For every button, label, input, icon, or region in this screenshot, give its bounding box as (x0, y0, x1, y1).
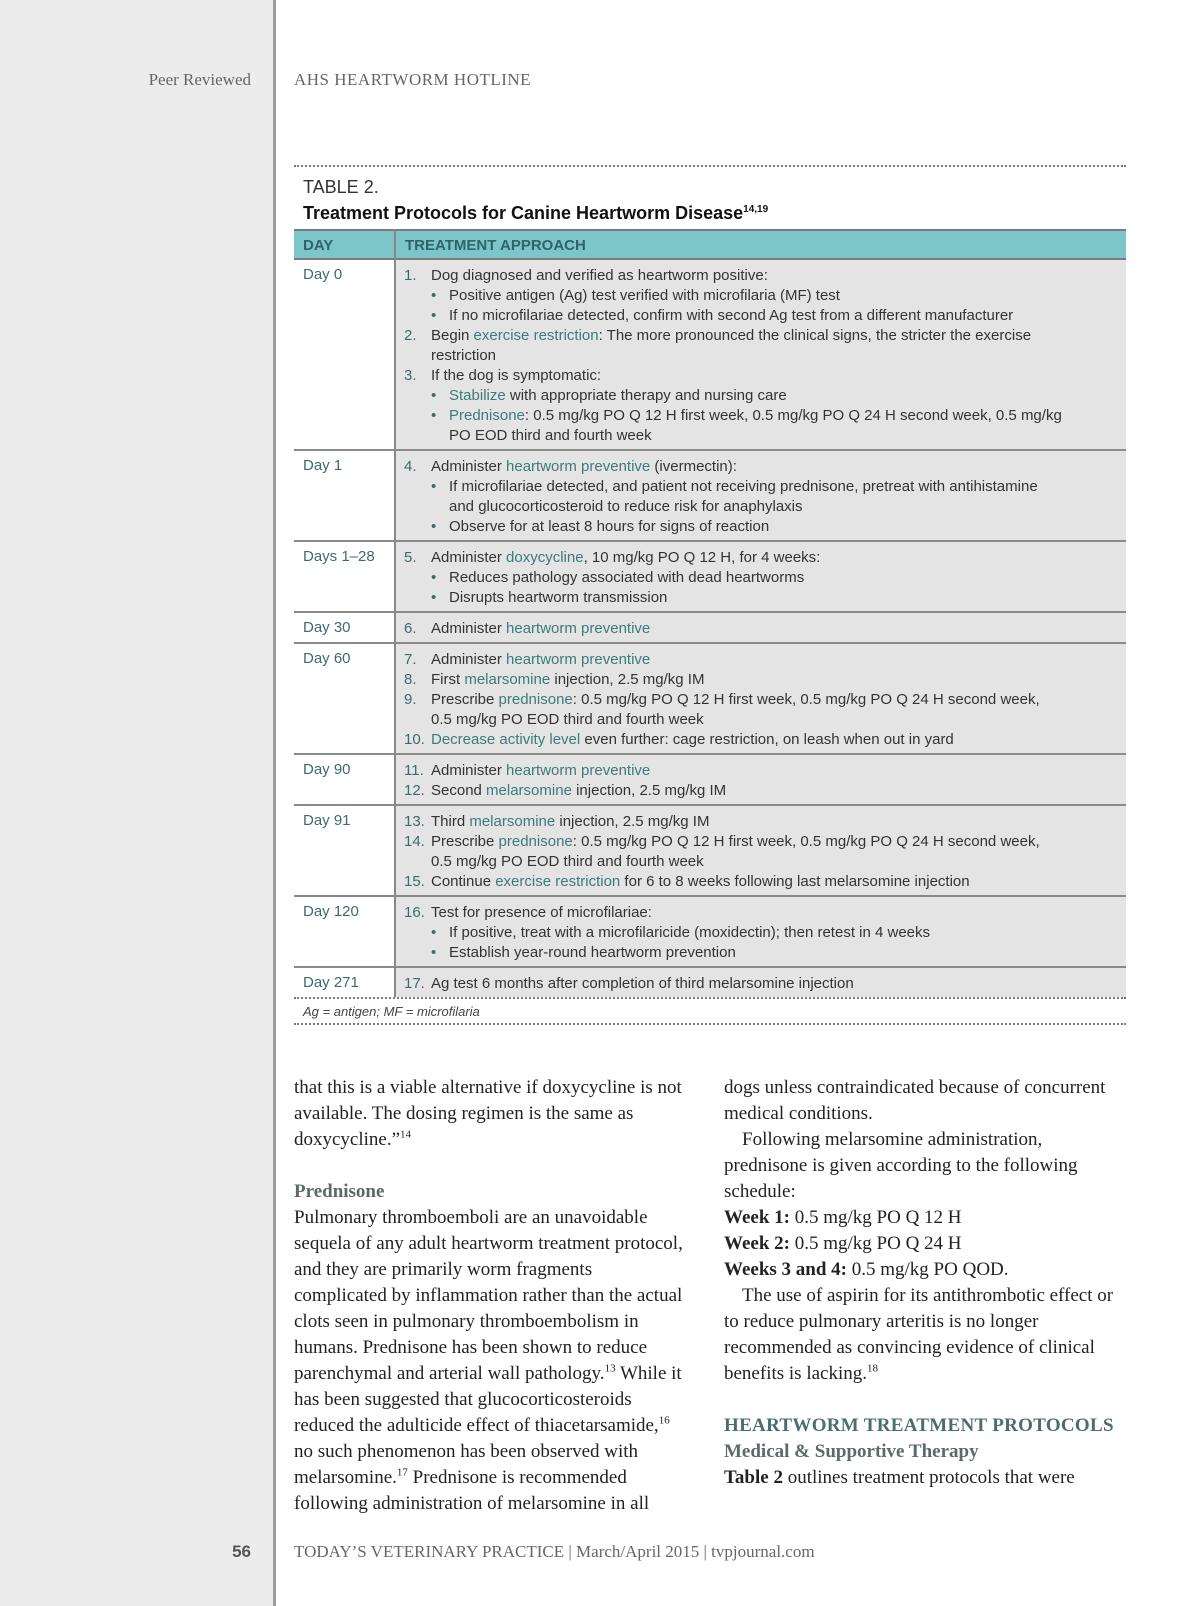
approach-cell: 7. Administer heartworm preventive 8. First melarsomine injection, 2.5 mg/kg IM 9. Prescribe prednisone: 0.5 mg/kg PO Q 12 H first week, 0.5 mg/kg PO Q 24 H second week, 0.5 mg/kg PO EOD third and fourth week 10. Decrease activity level even further: cage restriction, on leash when out in yard (395, 643, 1126, 754)
bullet-icon: • (431, 569, 437, 586)
paragraph: Following melarsomine administration, prednisone is given according to the following schedule: (724, 1129, 1078, 1202)
bullet-icon: • (431, 924, 437, 941)
schedule-line: Weeks 3 and 4: 0.5 mg/kg PO QOD. (724, 1259, 1009, 1280)
schedule-line: Week 1: 0.5 mg/kg PO Q 12 H (724, 1207, 962, 1228)
table-row (294, 643, 1126, 754)
day-cell: Day 60 (294, 643, 395, 754)
table-number: TABLE 2. (303, 177, 379, 197)
peer-reviewed-label: Peer Reviewed (148, 70, 251, 89)
bullet-icon: • (431, 407, 437, 424)
bullet-icon: • (431, 589, 437, 606)
day-cell: Day 0 (294, 259, 395, 450)
paragraph: Pulmonary thromboemboli are an unavoidable sequela of any adult heartworm treatment protocol, and they are primarily worm fragments complicated by inflammation rather than the actual clots seen in pulmonary thromboembolism in humans. Prednisone has been shown to reduce parenchymal and arterial wall pathology.$^{13}$ While it has been suggested that glucocorticosteroids reduced the adulticide effect of thiacetarsamide,$^{16}$ no such phenomenon has been observed with melarsomine.$^{17}$ Prednisone is recommended following administration of melarsomine in all (294, 1207, 683, 1514)
treatment-table (294, 229, 1126, 997)
reference: 13 (604, 1362, 616, 1375)
subheading-prednisone: Prednisone (294, 1181, 385, 1202)
table-row (294, 805, 1126, 896)
page-number: 56 (232, 1542, 251, 1561)
body-column-right (724, 1075, 1126, 1491)
approach-cell: 4. Administer heartworm preventive (ivermectin): • If microfilariae detected, and patient not receiving prednisone, pretreat with antihistamine and glucocorticosteroid to reduce risk for anaphylaxis • Observe for at least 8 hours for signs of reaction (395, 450, 1126, 541)
approach-cell: 5. Administer doxycycline, 10 mg/kg PO Q 12 H, for 4 weeks: • Reduces pathology associated with dead heartworms • Disrupts heartworm transmission (395, 541, 1126, 612)
day-cell: Day 30 (294, 612, 395, 643)
header-approach: TREATMENT APPROACH (395, 230, 1126, 259)
table-row (294, 754, 1126, 805)
paragraph: that this is a viable alternative if doxycycline is not available. The dosing regimen is the same as doxycycline.”$^{14}$ (294, 1077, 682, 1150)
day-cell: Day 120 (294, 896, 395, 967)
table-footnote: Ag = antigen; MF = microfilaria (294, 997, 1126, 1025)
table-row (294, 896, 1126, 967)
bullet-icon: • (431, 944, 437, 961)
approach-cell: 11. Administer heartworm preventive 12. Second melarsomine injection, 2.5 mg/kg IM (395, 754, 1126, 805)
schedule-line: Week 2: 0.5 mg/kg PO Q 24 H (724, 1233, 962, 1254)
table-title: Treatment Protocols for Canine Heartworm Disease$^{14,19}$ (303, 203, 769, 223)
treatment-table-block (294, 165, 1126, 1025)
table-row (294, 967, 1126, 997)
section-heading: HEARTWORM TREATMENT PROTOCOLS (724, 1415, 1114, 1436)
reference: 17 (396, 1466, 408, 1479)
day-cell: Day 91 (294, 805, 395, 896)
day-cell: Days 1–28 (294, 541, 395, 612)
table-row (294, 541, 1126, 612)
day-cell: Day 1 (294, 450, 395, 541)
header-day: DAY (294, 230, 395, 259)
bullet-icon: • (431, 478, 437, 495)
body-column-left (294, 1075, 684, 1517)
subsection-heading: Medical & Supportive Therapy (724, 1441, 979, 1462)
day-cell: Day 271 (294, 967, 395, 997)
page-footer: TODAY’S VETERINARY PRACTICE | March/April 2015 | tvpjournal.com (294, 1542, 815, 1561)
reference: 16 (658, 1414, 670, 1427)
bullet-icon: • (431, 287, 437, 304)
reference: 18 (867, 1362, 878, 1375)
paragraph: Table 2 outlines treatment protocols that were (724, 1467, 1075, 1488)
table-title-refs: 14,19 (743, 204, 769, 215)
approach-cell: 17. Ag test 6 months after completion of third melarsomine injection (395, 967, 1126, 997)
table-row (294, 612, 1126, 643)
table-row (294, 450, 1126, 541)
day-cell: Day 90 (294, 754, 395, 805)
paragraph: The use of aspirin for its antithrombotic effect or to reduce pulmonary arteritis is no longer recommended as convincing evidence of clinical benefits is lacking.$^{18}$ (724, 1285, 1114, 1384)
reference: 14 (400, 1128, 412, 1141)
bullet-icon: • (431, 387, 437, 404)
running-header: AHS HEARTWORM HOTLINE (294, 70, 532, 89)
approach-cell: 6. Administer heartworm preventive (395, 612, 1126, 643)
table-header-row (294, 230, 1126, 259)
bullet-icon: • (431, 518, 437, 535)
left-margin (0, 0, 276, 1606)
table-caption (294, 167, 1126, 224)
paragraph: dogs unless contraindicated because of concurrent medical conditions. (724, 1077, 1106, 1124)
approach-cell: 13. Third melarsomine injection, 2.5 mg/kg IM 14. Prescribe prednisone: 0.5 mg/kg PO Q 12 H first week, 0.5 mg/kg PO Q 24 H second week, 0.5 mg/kg PO EOD third and fourth week 15. Continue exercise restriction for 6 to 8 weeks following last melarsomine injection (395, 805, 1126, 896)
bullet-icon: • (431, 307, 437, 324)
table-row (294, 259, 1126, 450)
approach-cell: 1. Dog diagnosed and verified as heartworm positive: • Positive antigen (Ag) test verified with microfilaria (MF) test • If no microfilariae detected, confirm with second Ag test from a different manufacturer 2. Begin exercise restriction: The more pronounced the clinical signs, the stricter the exercise restriction 3. If the dog is symptomatic: • Stabilize with appropriate therapy and nursing care • Prednisone: 0.5 mg/kg PO Q 12 H first week, 0.5 mg/kg PO Q 24 H second week, 0.5 mg/kg PO EOD third and fourth week (395, 259, 1126, 450)
approach-cell: 16. Test for presence of microfilariae: • If positive, treat with a microfilaricide (moxidectin); then retest in 4 weeks • Establish year-round heartworm prevention (395, 896, 1126, 967)
